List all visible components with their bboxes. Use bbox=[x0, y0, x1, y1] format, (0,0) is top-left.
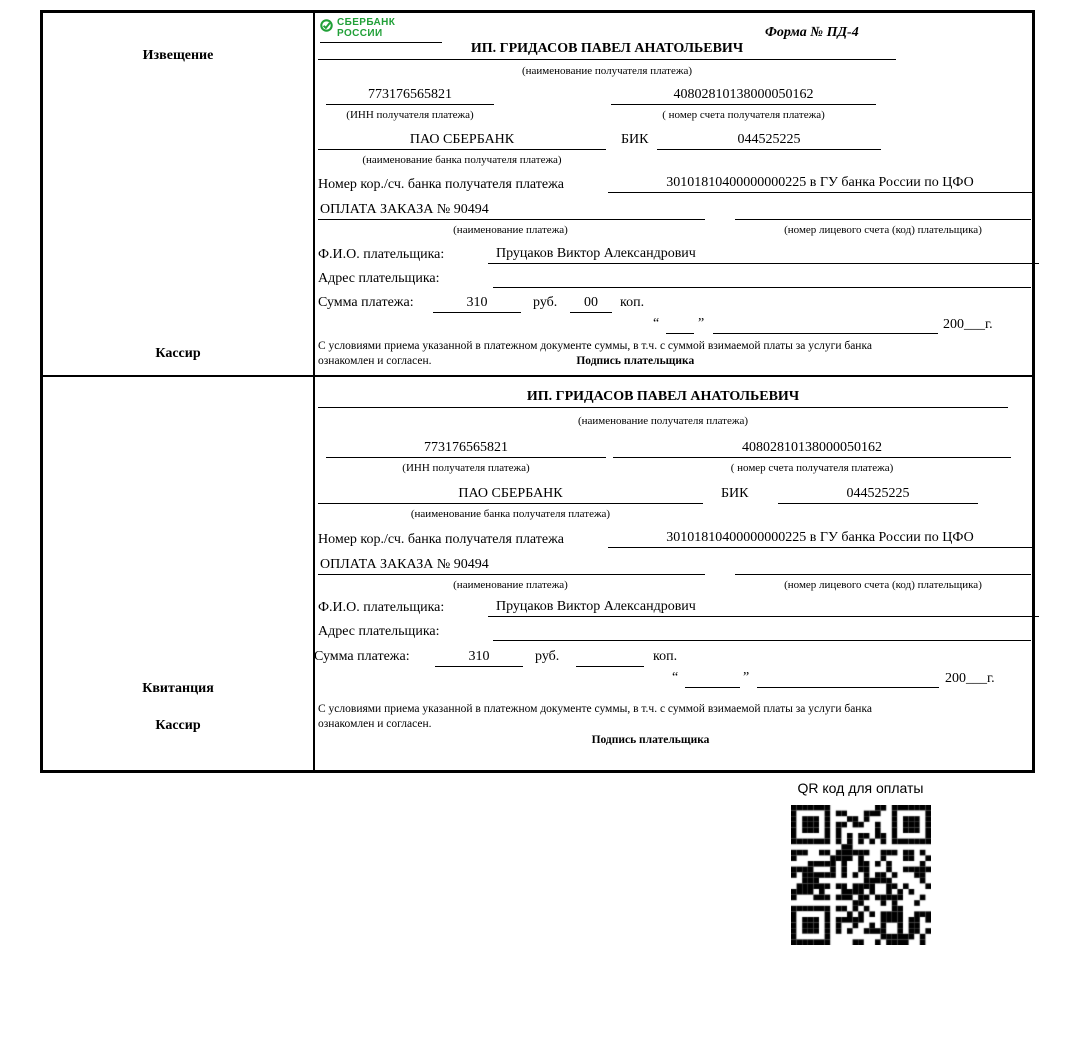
rub-label: руб. bbox=[533, 295, 558, 310]
kop-label: коп. bbox=[653, 649, 678, 664]
bank-name-label: (наименование банка получателя платежа) bbox=[410, 508, 611, 520]
personal-account-label: (номер лицевого счета (код) плательщика) bbox=[784, 579, 982, 591]
date-month-line bbox=[713, 316, 938, 334]
corr-account-value: 30101810400000000225 в ГУ банка России по ЦФО bbox=[608, 173, 1032, 193]
inn-value: 773176565821 bbox=[326, 438, 606, 458]
corr-account-label: Номер кор./сч. банка получателя платежа bbox=[318, 532, 564, 547]
payment-purpose: ОПЛАТА ЗАКАЗА № 90494 bbox=[318, 200, 705, 220]
recipient-name: ИП. ГРИДАСОВ ПАВЕЛ АНАТОЛЬЕВИЧ bbox=[318, 41, 896, 60]
inn-label: (ИНН получателя платежа) bbox=[346, 109, 474, 121]
inn-label: (ИНН получателя платежа) bbox=[402, 462, 530, 474]
terms-line2: ознакомлен и согласен. bbox=[318, 355, 432, 367]
payer-address-label: Адрес плательщика: bbox=[318, 624, 440, 639]
date-close-quote: ” bbox=[698, 316, 705, 331]
bank-name: ПАО СБЕРБАНК bbox=[318, 484, 703, 504]
bik-value: 044525225 bbox=[778, 484, 978, 504]
payment-purpose: ОПЛАТА ЗАКАЗА № 90494 bbox=[318, 555, 705, 575]
date-day-line bbox=[685, 670, 740, 688]
account-value: 40802810138000050162 bbox=[613, 438, 1011, 458]
payment-purpose-label: (наименование платежа) bbox=[453, 579, 568, 591]
bik-label: БИК bbox=[621, 132, 649, 147]
rub-label: руб. bbox=[535, 649, 560, 664]
terms-line2: ознакомлен и согласен. bbox=[318, 718, 432, 730]
bik-value: 044525225 bbox=[657, 130, 881, 150]
terms-line1: С условиями приема указанной в платежном документе суммы, в т.ч. с суммой взимаемой платы за услуги банка bbox=[318, 340, 872, 352]
personal-account-line bbox=[735, 555, 1031, 575]
bik-label: БИК bbox=[721, 486, 749, 501]
payer-name-value: Пруцаков Виктор Александрович bbox=[488, 597, 1039, 617]
account-label: ( номер счета получателя платежа) bbox=[730, 462, 894, 474]
qr-code bbox=[791, 805, 931, 945]
recipient-name-label: (наименование получателя платежа) bbox=[521, 65, 693, 77]
date-open-quote: “ bbox=[672, 670, 679, 685]
payer-address-line bbox=[493, 268, 1031, 288]
account-value: 40802810138000050162 bbox=[611, 85, 876, 105]
account-label: ( номер счета получателя платежа) bbox=[662, 109, 825, 121]
sum-rub-value: 310 bbox=[435, 647, 523, 667]
personal-account-label: (номер лицевого счета (код) плательщика) bbox=[784, 224, 982, 236]
payer-name-label: Ф.И.О. плательщика: bbox=[318, 600, 445, 615]
corr-account-label: Номер кор./сч. банка получателя платежа bbox=[318, 177, 564, 192]
sberbank-logo-text: СБЕРБАНК РОССИИ bbox=[337, 17, 396, 39]
qr-label: QR код для оплаты bbox=[797, 780, 924, 796]
kop-label: коп. bbox=[620, 295, 645, 310]
receipt-label: Квитанция bbox=[142, 681, 214, 696]
payer-address-line bbox=[493, 621, 1031, 641]
payment-sum-label: Сумма платежа: bbox=[318, 295, 414, 310]
payer-name-label: Ф.И.О. плательщика: bbox=[318, 247, 445, 262]
bank-name-label: (наименование банка получателя платежа) bbox=[362, 154, 562, 166]
bank-name: ПАО СБЕРБАНК bbox=[318, 130, 606, 150]
date-day-line bbox=[666, 316, 694, 334]
notice-label: Извещение bbox=[142, 48, 214, 63]
cashier-label-top: Кассир bbox=[155, 346, 201, 361]
terms-line1: С условиями приема указанной в платежном документе суммы, в т.ч. с суммой взимаемой платы за услуги банка bbox=[318, 703, 872, 715]
sum-kop-value bbox=[576, 647, 644, 667]
date-month-line bbox=[757, 670, 939, 688]
date-close-quote: ” bbox=[743, 670, 750, 685]
year-label: 200___г. bbox=[945, 671, 995, 686]
form-number: Форма № ПД-4 bbox=[765, 25, 859, 40]
corr-account-value: 30101810400000000225 в ГУ банка России по ЦФО bbox=[608, 528, 1032, 548]
sberbank-logo bbox=[320, 17, 442, 43]
date-open-quote: “ bbox=[653, 316, 660, 331]
year-label: 200___г. bbox=[943, 317, 993, 332]
inn-value: 773176565821 bbox=[326, 85, 494, 105]
signature-label: Подпись плательщика bbox=[591, 734, 710, 746]
sberbank-logo-icon bbox=[320, 19, 333, 37]
payment-sum-label: Сумма платежа: bbox=[314, 649, 410, 664]
terms-line2-row bbox=[318, 354, 983, 369]
form-pd4 bbox=[40, 10, 1035, 773]
recipient-name-label: (наименование получателя платежа) bbox=[577, 415, 749, 427]
recipient-name: ИП. ГРИДАСОВ ПАВЕЛ АНАТОЛЬЕВИЧ bbox=[318, 389, 1008, 408]
cashier-label-bottom: Кассир bbox=[155, 718, 201, 733]
sum-rub-value: 310 bbox=[433, 293, 521, 313]
payer-name-value: Пруцаков Виктор Александрович bbox=[488, 244, 1039, 264]
payer-address-label: Адрес плательщика: bbox=[318, 271, 440, 286]
sum-kop-value: 00 bbox=[570, 293, 612, 313]
horizontal-divider bbox=[43, 375, 1032, 377]
signature-label: Подпись плательщика bbox=[576, 355, 695, 367]
payment-purpose-label: (наименование платежа) bbox=[453, 224, 568, 236]
qr-section bbox=[788, 780, 933, 945]
personal-account-line bbox=[735, 200, 1031, 220]
